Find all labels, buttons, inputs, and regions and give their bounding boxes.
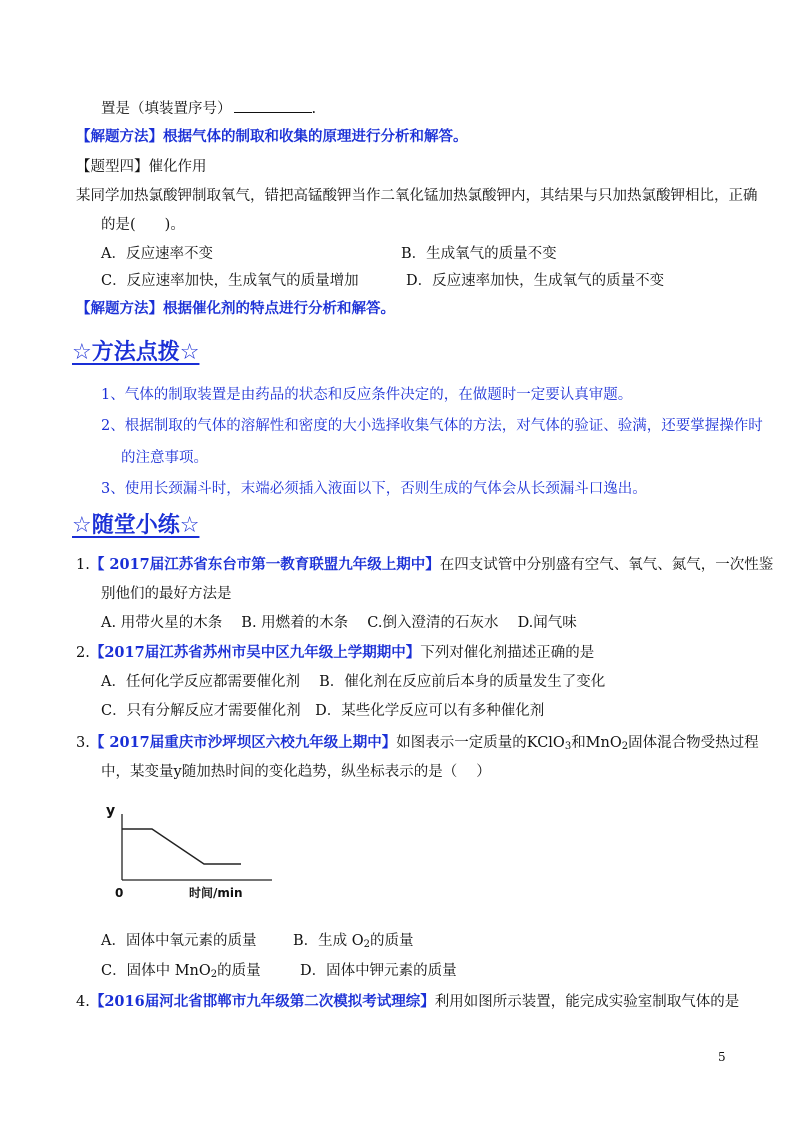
tip-3: 3、使用长颈漏斗时，末端必须插入液面以下，否则生成的气体会从长颈漏斗口逸出。 <box>101 481 647 497</box>
q2-options-ab: A．任何化学反应都需要催化剂 B．催化剂在反应前后本身的质量发生了变化 <box>101 674 606 690</box>
q1-stem-line2: 别他们的最好方法是 <box>101 586 232 602</box>
graph-y-label: y <box>106 803 116 819</box>
question-3: 3.【 2017届重庆市沙坪坝区六校九年级上期中】如图表示一定质量的KClO$_3$和MnO$_2$固体混合物受热过程 <box>76 734 759 752</box>
tip-2-line2: 的注意事项。 <box>121 450 208 466</box>
q2-stem: 下列对催化剂描述正确的是 <box>420 645 595 661</box>
graph-curve <box>122 829 241 864</box>
tip-2-line1: 2、根据制取的气体的溶解性和密度的大小选择收集气体的方法，对气体的验证、验满，还要掌握操作时 <box>101 418 763 434</box>
q3-number: 3. <box>76 735 90 751</box>
fill-blank-line: 置是（填装置序号） . <box>101 98 316 119</box>
q1-source: 【 2017届江苏省东台市第一教育联盟九年级上期中】 <box>89 556 440 573</box>
question-4 <box>76 992 739 1012</box>
type4-stem-line1: 某同学加热氯酸钾制取氧气，错把高锰酸钾当作二氧化锰加热氯酸钾内，其结果与只加热氯酸钾相比，正确 <box>76 188 758 204</box>
practice-heading: ☆随堂小练☆ <box>72 513 200 538</box>
page-number: 5 <box>718 1050 726 1064</box>
q2-options-cd: C．只有分解反应才需要催化剂 D．某些化学反应可以有多种催化剂 <box>101 703 545 719</box>
method-note-1: 【解题方法】根据气体的制取和收集的原理进行分析和解答。 <box>76 128 468 145</box>
q3-stem-line2: 中，某变量y随加热时间的变化趋势，纵坐标表示的是（ ） <box>101 764 491 780</box>
type4-option-b: B．生成氧气的质量不变 <box>401 246 557 262</box>
q4-source: 【2016届河北省邯郸市九年级第二次模拟考试理综】 <box>89 993 435 1010</box>
method-note-2: 【解题方法】根据催化剂的特点进行分析和解答。 <box>76 300 395 317</box>
question-1 <box>76 555 773 575</box>
type4-option-c: C．反应速率加快，生成氧气的质量增加 <box>101 273 359 289</box>
fill-blank-text: 置是（填装置序号） <box>101 101 232 117</box>
q1-number: 1. <box>76 557 90 573</box>
q3-option-d: D．固体中钾元素的质量 <box>300 963 457 979</box>
tips-heading: ☆方法点拨☆ <box>72 340 200 365</box>
type4-title: 【题型四】催化作用 <box>76 159 207 175</box>
q3-option-c: C．固体中 MnO$_2$的质量 <box>101 963 261 980</box>
q1-stem: 在四支试管中分别盛有空气、氧气、氮气，一次性鉴 <box>439 557 774 573</box>
question-2 <box>76 643 594 663</box>
type4-stem-line2: 的是( )。 <box>101 217 185 233</box>
q4-number: 4. <box>76 994 90 1010</box>
q2-source: 【2017届江苏省苏州市吴中区九年级上学期期中】 <box>89 644 421 661</box>
q3-source: 【 2017届重庆市沙坪坝区六校九年级上期中】 <box>89 734 397 751</box>
q2-number: 2. <box>76 645 90 661</box>
graph-origin-label: 0 <box>115 886 124 900</box>
q4-stem: 利用如图所示装置，能完成实验室制取气体的是 <box>434 994 740 1010</box>
q3-option-a: A．固体中氧元素的质量 <box>101 933 257 949</box>
q3-option-b: B．生成 $O_2$的质量 <box>293 933 414 950</box>
type4-option-d: D．反应速率加快，生成氧气的质量不变 <box>406 273 665 289</box>
tip-1: 1、气体的制取装置是由药品的状态和反应条件决定的，在做题时一定要认真审题。 <box>101 387 633 403</box>
q1-options: A. 用带火星的木条 B. 用燃着的木条 C.倒入澄清的石灰水 D.闻气味 <box>101 615 577 631</box>
answer-blank <box>234 98 312 113</box>
q3-graph <box>96 796 286 906</box>
graph-x-label: 时间/min <box>189 886 243 900</box>
type4-option-a: A．反应速率不变 <box>101 246 213 262</box>
